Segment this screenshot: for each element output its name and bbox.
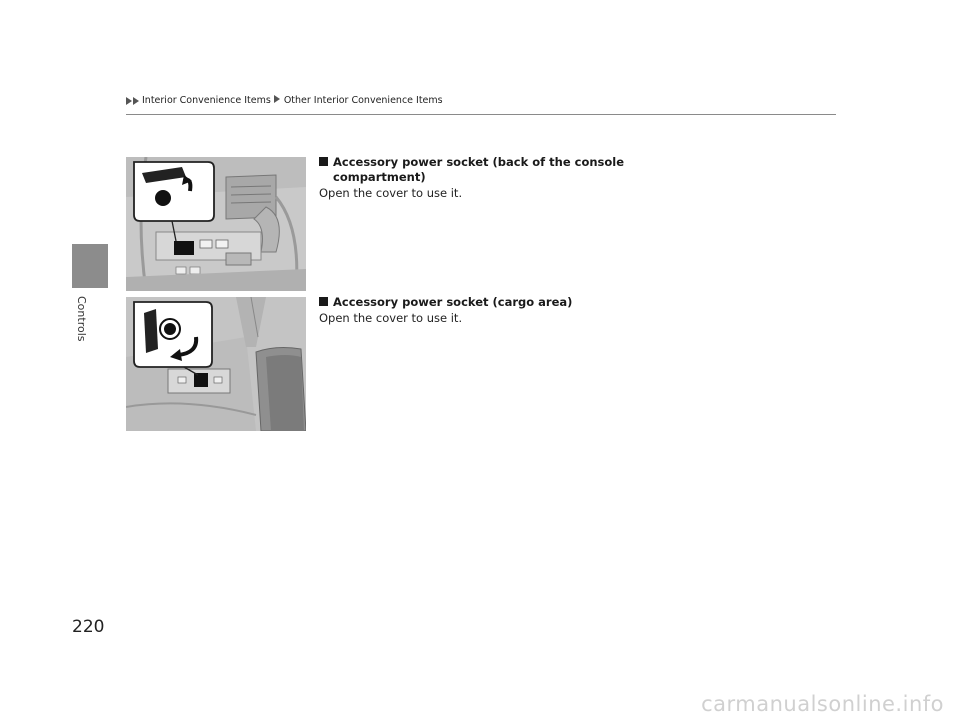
breadcrumb: [126, 95, 443, 106]
console-socket-illustration: [126, 157, 306, 291]
header-rule: [126, 114, 836, 115]
breadcrumb-item-interior-convenience[interactable]: Interior Convenience Items: [142, 95, 271, 106]
section-body: Open the cover to use it.: [319, 186, 463, 200]
section-console-socket: [319, 155, 649, 201]
cargo-socket-illustration: [126, 297, 306, 431]
page-number: 220: [72, 617, 105, 637]
section-heading: Accessory power socket (back of the console compartment): [333, 155, 625, 184]
section-heading: Accessory power socket (cargo area): [333, 295, 573, 309]
chapter-tab: [72, 244, 108, 288]
section-cargo-socket: [319, 295, 649, 326]
breadcrumb-arrow-icon: [126, 97, 132, 105]
breadcrumb-arrow-icon: [274, 95, 280, 103]
section-bullet-icon: [319, 297, 328, 306]
chapter-label: Controls: [75, 296, 88, 342]
section-bullet-icon: [319, 157, 328, 166]
breadcrumb-arrow-icon: [133, 97, 139, 105]
breadcrumb-item-other-interior[interactable]: Other Interior Convenience Items: [283, 95, 443, 106]
section-body: Open the cover to use it.: [319, 311, 463, 325]
watermark: carmanualsonline.info: [701, 692, 944, 716]
